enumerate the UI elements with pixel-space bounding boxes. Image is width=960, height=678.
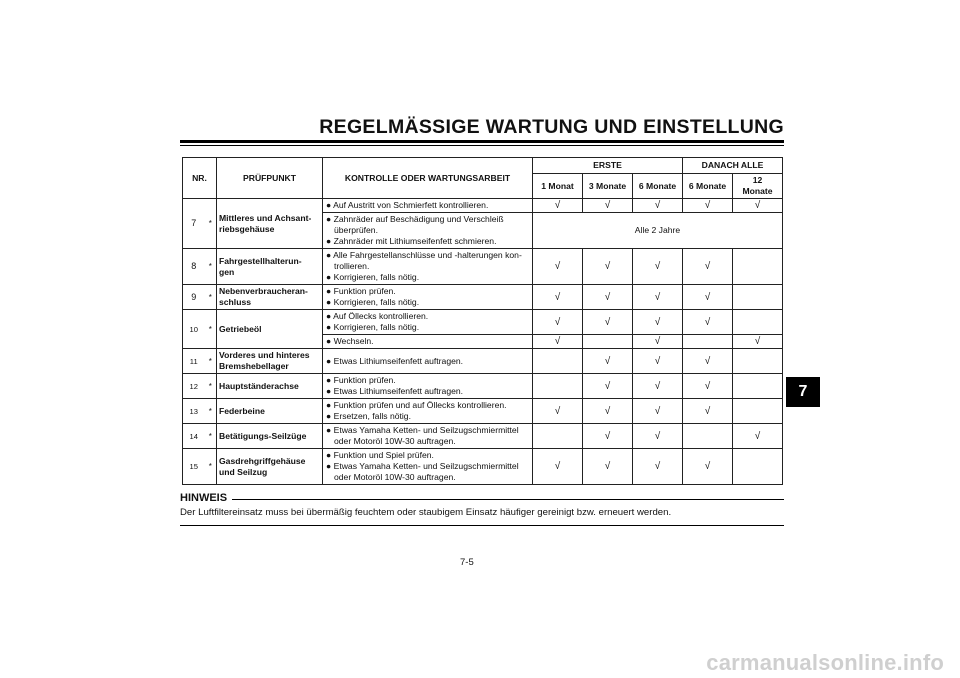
- table-row: [183, 374, 783, 399]
- check-mark: √: [583, 449, 633, 485]
- row-item: Mittleres und Achsant- riebsgehäuse: [217, 199, 323, 249]
- control-item: [325, 311, 530, 322]
- row-item: Hauptständerachse: [217, 374, 323, 399]
- empty-cell: [733, 349, 783, 374]
- bullet-icon: ●: [326, 461, 334, 471]
- check-mark: √: [533, 285, 583, 310]
- check-mark: √: [533, 249, 583, 285]
- check-mark: √: [633, 374, 683, 399]
- check-mark: √: [733, 199, 783, 213]
- control-item: [325, 400, 530, 411]
- control-item: [325, 272, 530, 283]
- check-mark: √: [533, 310, 583, 335]
- empty-cell: [683, 335, 733, 349]
- row-controls: [323, 249, 533, 285]
- row-asterisk: *: [205, 249, 217, 285]
- bullet-icon: ●: [326, 286, 334, 296]
- row-number: 15: [183, 449, 205, 485]
- bullet-icon: ●: [326, 375, 334, 385]
- check-mark: √: [683, 199, 733, 213]
- row-controls: [323, 399, 533, 424]
- empty-cell: [733, 374, 783, 399]
- row-item: Getriebeöl: [217, 310, 323, 349]
- control-text: Etwas Lithiumseifenfett auftragen.: [333, 355, 464, 366]
- check-mark: √: [583, 424, 633, 449]
- interval-header: 6 Monate: [683, 174, 733, 199]
- note-text: Der Luftfiltereinsatz muss bei übermäßig feuchtem oder staubigem Einsatz häufiger gereinigt bzw. erneuert werden.: [180, 507, 672, 518]
- table-row: [183, 449, 783, 485]
- interval-header: 3 Monate: [583, 174, 633, 199]
- control-item: [325, 411, 530, 422]
- col-header-item: PRÜFPUNKT: [217, 158, 323, 199]
- note-rule: [180, 525, 784, 526]
- control-text: Zahnräder auf Beschädigung und Verschleiß überprüfen.: [333, 214, 504, 235]
- row-item: Vorderes und hinteres Bremshebellager: [217, 349, 323, 374]
- row-controls: [323, 349, 533, 374]
- interval-span-text: Alle 2 Jahre: [533, 213, 783, 249]
- control-text: Auf Öllecks kontrollieren.: [333, 311, 429, 321]
- table-row: [183, 310, 783, 335]
- row-asterisk: *: [205, 199, 217, 249]
- row-number: 11: [183, 349, 205, 374]
- bullet-icon: ●: [326, 450, 334, 460]
- interval-header: 6 Monate: [633, 174, 683, 199]
- control-text: Korrigieren, falls nötig.: [333, 272, 420, 282]
- check-mark: √: [633, 335, 683, 349]
- row-asterisk: *: [205, 399, 217, 424]
- row-controls: [323, 213, 533, 249]
- control-item: [325, 375, 530, 386]
- watermark: carmanualsonline.info: [706, 650, 944, 675]
- empty-cell: [733, 249, 783, 285]
- control-item: [325, 236, 530, 247]
- control-text: Auf Austritt von Schmierfett kontrollieren.: [333, 200, 489, 210]
- col-header-work: KONTROLLE ODER WARTUNGSARBEIT: [323, 158, 533, 199]
- check-mark: √: [683, 399, 733, 424]
- header-rule: [180, 140, 784, 143]
- empty-cell: [733, 310, 783, 335]
- control-item: [325, 336, 530, 347]
- bullet-icon: ●: [326, 250, 334, 260]
- header-rule-thin: [180, 145, 784, 146]
- check-mark: √: [633, 249, 683, 285]
- row-controls: [323, 335, 533, 349]
- control-text: Wechseln.: [333, 336, 374, 346]
- check-mark: √: [583, 285, 633, 310]
- row-number: 13: [183, 399, 205, 424]
- empty-cell: [533, 374, 583, 399]
- empty-cell: [733, 285, 783, 310]
- check-mark: √: [633, 285, 683, 310]
- control-text: Korrigieren, falls nötig.: [333, 322, 420, 332]
- control-item: [325, 386, 530, 397]
- table-row: [183, 424, 783, 449]
- table-row: [183, 349, 783, 374]
- check-mark: √: [683, 249, 733, 285]
- table-row: [183, 249, 783, 285]
- row-asterisk: *: [205, 424, 217, 449]
- check-mark: √: [683, 285, 733, 310]
- check-mark: √: [633, 199, 683, 213]
- control-item: [325, 322, 530, 333]
- control-text: Ersetzen, falls nötig.: [333, 411, 411, 421]
- control-text: Etwas Yamaha Ketten- und Seilzugschmiermittel oder Motoröl 10W-30 auftragen.: [333, 461, 519, 482]
- check-mark: √: [533, 335, 583, 349]
- check-mark: √: [583, 399, 633, 424]
- maintenance-table: [182, 157, 783, 485]
- note-heading-rule: [232, 499, 784, 500]
- col-group-after: DANACH ALLE: [683, 158, 783, 174]
- note-heading: HINWEIS: [180, 492, 228, 504]
- control-item: [325, 450, 530, 461]
- table-row: [183, 399, 783, 424]
- control-text: Etwas Yamaha Ketten- und Seilzugschmiermittel oder Motoröl 10W-30 auftragen.: [333, 425, 519, 446]
- control-item: [325, 214, 530, 236]
- table-row: [183, 285, 783, 310]
- bullet-icon: ●: [326, 311, 334, 321]
- interval-header: 1 Monat: [533, 174, 583, 199]
- empty-cell: [583, 335, 633, 349]
- bullet-icon: ●: [326, 322, 334, 332]
- col-header-nr: NR.: [183, 158, 217, 199]
- bullet-icon: ●: [326, 297, 334, 307]
- control-text: Funktion prüfen.: [333, 286, 396, 296]
- check-mark: √: [633, 349, 683, 374]
- check-mark: √: [533, 199, 583, 213]
- maintenance-rows: [183, 199, 783, 485]
- bullet-icon: ●: [326, 400, 334, 410]
- check-mark: √: [583, 349, 633, 374]
- check-mark: √: [683, 349, 733, 374]
- row-asterisk: *: [205, 285, 217, 310]
- control-item: [325, 425, 530, 447]
- row-item: Gasdrehgriffgehäuse und Seilzug: [217, 449, 323, 485]
- check-mark: √: [633, 310, 683, 335]
- control-item: [325, 356, 530, 367]
- empty-cell: [533, 349, 583, 374]
- row-controls: [323, 285, 533, 310]
- table-row: [183, 199, 783, 213]
- bullet-icon: ●: [326, 386, 334, 396]
- control-text: Funktion prüfen.: [333, 375, 396, 385]
- control-item: [325, 461, 530, 483]
- check-mark: √: [633, 399, 683, 424]
- bullet-icon: ●: [326, 336, 334, 346]
- bullet-icon: ●: [326, 411, 334, 421]
- empty-cell: [533, 424, 583, 449]
- row-item: Nebenverbraucheran- schluss: [217, 285, 323, 310]
- row-controls: [323, 199, 533, 213]
- row-item: Betätigungs-Seilzüge: [217, 424, 323, 449]
- row-controls: [323, 449, 533, 485]
- row-asterisk: *: [205, 349, 217, 374]
- control-text: Alle Fahrgestellanschlüsse und -halterungen kon-trollieren.: [333, 250, 522, 271]
- empty-cell: [733, 399, 783, 424]
- col-group-first: ERSTE: [533, 158, 683, 174]
- check-mark: √: [533, 399, 583, 424]
- control-text: Korrigieren, falls nötig.: [333, 297, 420, 307]
- interval-header: 12 Monate: [733, 174, 783, 199]
- bullet-icon: ●: [326, 200, 334, 210]
- control-item: [325, 286, 530, 297]
- check-mark: √: [733, 335, 783, 349]
- chapter-tab[interactable]: 7: [786, 377, 820, 407]
- page-number: 7-5: [460, 557, 474, 568]
- check-mark: √: [583, 249, 633, 285]
- row-controls: [323, 310, 533, 335]
- row-item: Fahrgestellhalterun- gen: [217, 249, 323, 285]
- bullet-icon: ●: [326, 214, 334, 224]
- empty-cell: [683, 424, 733, 449]
- row-controls: [323, 424, 533, 449]
- check-mark: √: [683, 374, 733, 399]
- control-item: [325, 200, 530, 211]
- check-mark: √: [583, 374, 633, 399]
- control-text: Funktion und Spiel prüfen.: [333, 450, 434, 460]
- bullet-icon: ●: [326, 355, 334, 366]
- check-mark: √: [633, 424, 683, 449]
- control-text: Zahnräder mit Lithiumseifenfett schmieren.: [333, 236, 497, 246]
- control-item: [325, 250, 530, 272]
- check-mark: √: [533, 449, 583, 485]
- row-number: 12: [183, 374, 205, 399]
- row-asterisk: *: [205, 374, 217, 399]
- control-text: Etwas Lithiumseifenfett auftragen.: [333, 386, 464, 396]
- control-text: Funktion prüfen und auf Öllecks kontrollieren.: [333, 400, 507, 410]
- row-number: 9: [183, 285, 205, 310]
- bullet-icon: ●: [326, 236, 334, 246]
- check-mark: √: [733, 424, 783, 449]
- check-mark: √: [683, 310, 733, 335]
- check-mark: √: [633, 449, 683, 485]
- row-number: 14: [183, 424, 205, 449]
- row-asterisk: *: [205, 449, 217, 485]
- row-asterisk: *: [205, 310, 217, 349]
- control-item: [325, 297, 530, 308]
- row-controls: [323, 374, 533, 399]
- row-number: 10: [183, 310, 205, 349]
- check-mark: √: [683, 449, 733, 485]
- check-mark: √: [583, 199, 633, 213]
- row-number: 7: [183, 199, 205, 249]
- empty-cell: [733, 449, 783, 485]
- page-title: REGELMÄSSIGE WARTUNG UND EINSTELLUNG: [319, 116, 784, 138]
- check-mark: √: [583, 310, 633, 335]
- bullet-icon: ●: [326, 425, 334, 435]
- bullet-icon: ●: [326, 272, 334, 282]
- row-number: 8: [183, 249, 205, 285]
- row-item: Federbeine: [217, 399, 323, 424]
